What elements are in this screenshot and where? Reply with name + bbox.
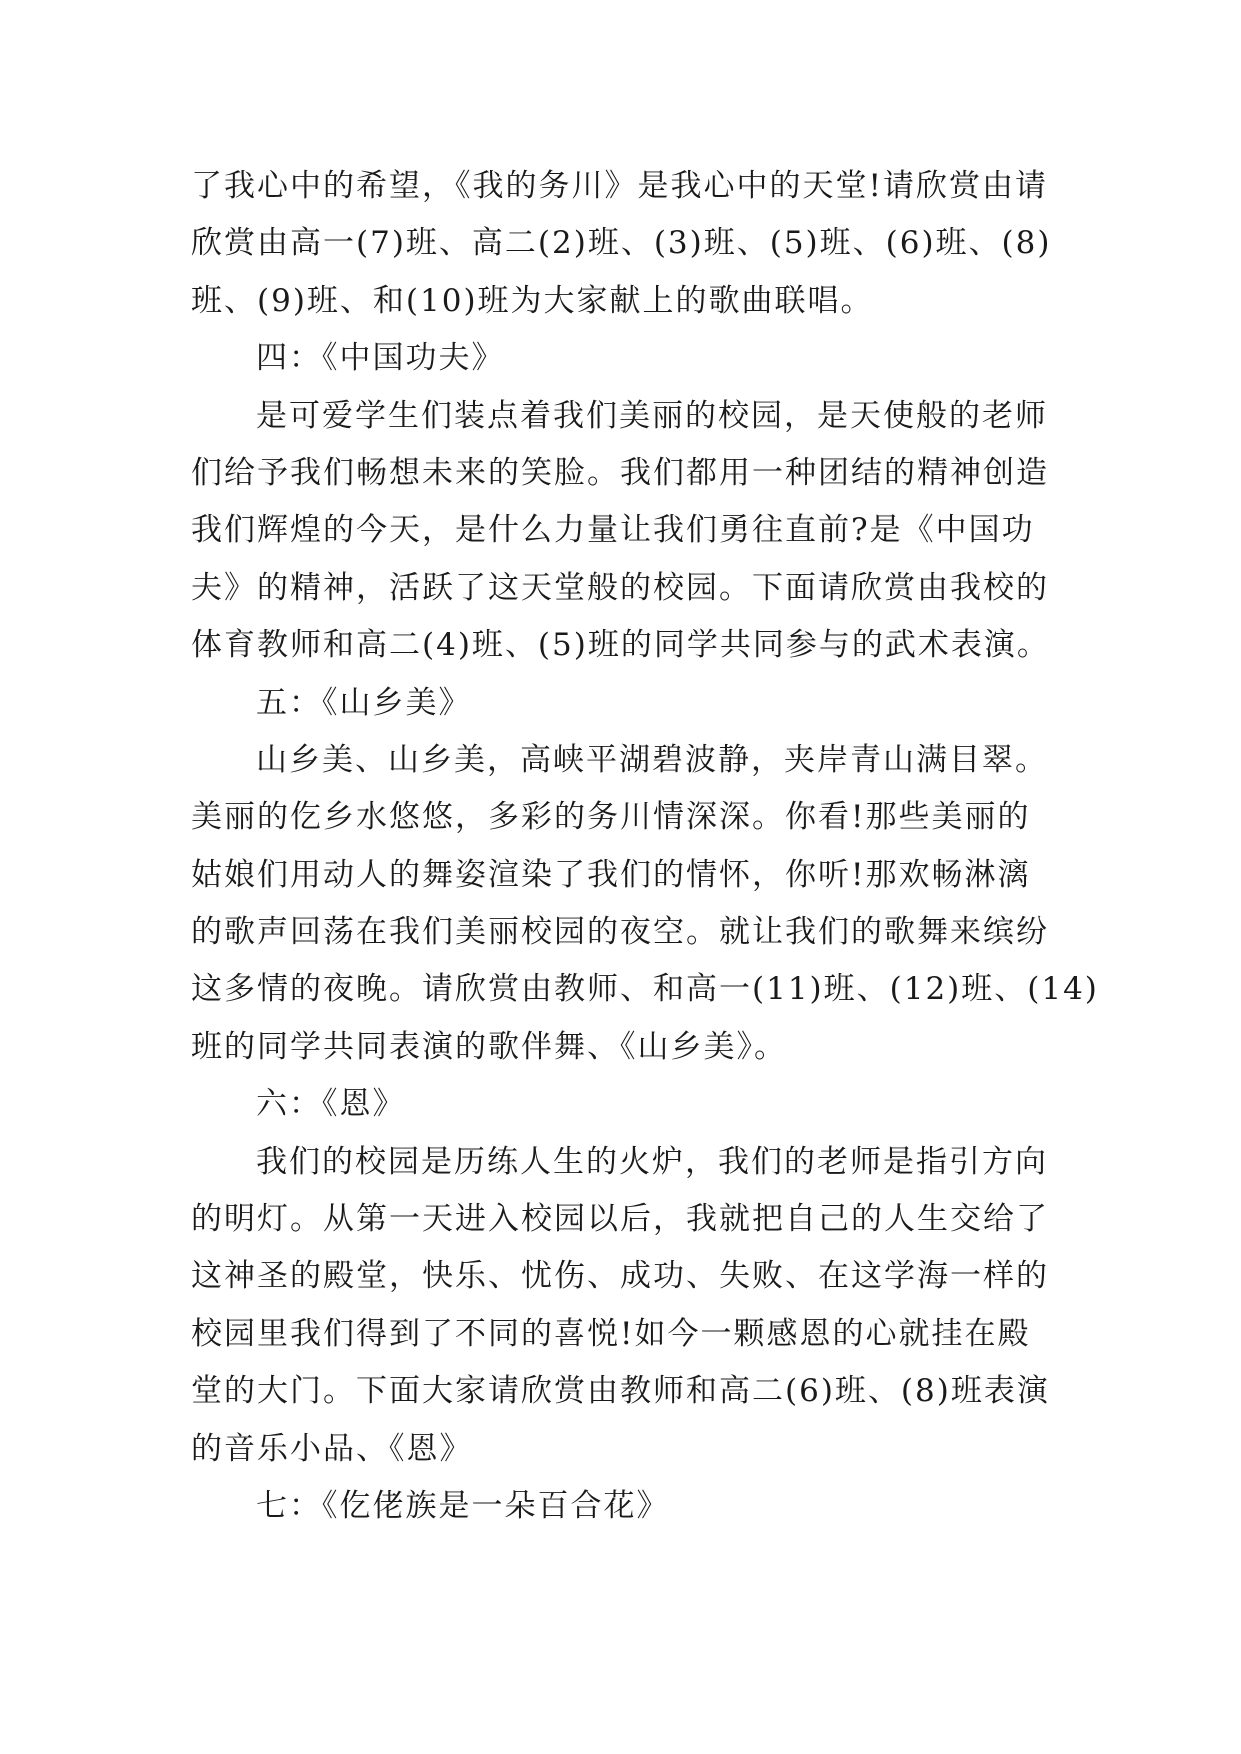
- text-line: 美丽的仡乡水悠悠，多彩的务川情深深。你看!那些美丽的: [191, 799, 1031, 836]
- section-heading-6: 六：《恩》: [256, 1086, 406, 1123]
- text-line: 体育教师和高二(4)班、(5)班的同学共同参与的武术表演。: [191, 627, 1050, 664]
- text-line: 的歌声回荡在我们美丽校园的夜空。就让我们的歌舞来缤纷: [191, 914, 1049, 951]
- text-line: 班的同学共同表演的歌伴舞、《山乡美》。: [191, 1028, 787, 1065]
- document-body: [191, 158, 1099, 1535]
- section-heading-4: 四：《中国功夫》: [256, 340, 505, 377]
- text-line: 的音乐小品、《恩》: [191, 1430, 473, 1467]
- text-line: 校园里我们得到了不同的喜悦!如今一颗感恩的心就挂在殿: [191, 1315, 1031, 1352]
- text-line: 堂的大门。下面大家请欣赏由教师和高二(6)班、(8)班表演: [191, 1373, 1050, 1410]
- text-line: 欣赏由高一(7)班、高二(2)班、(3)班、(5)班、(6)班、(8): [191, 225, 1052, 262]
- text-line: 这多情的夜晚。请欣赏由教师、和高一(11)班、(12)班、(14): [191, 971, 1099, 1008]
- text-line: 们给予我们畅想未来的笑脸。我们都用一种团结的精神创造: [191, 454, 1049, 491]
- text-line: 姑娘们用动人的舞姿渲染了我们的情怀，你听!那欢畅淋漓: [191, 856, 1031, 893]
- text-line: 我们辉煌的今天，是什么力量让我们勇往直前?是《中国功: [191, 512, 1035, 549]
- text-line: 夫》的精神，活跃了这天堂般的校园。下面请欣赏由我校的: [191, 569, 1049, 606]
- text-line: 山乡美、山乡美，高峡平湖碧波静，夹岸青山满目翠。: [256, 741, 1048, 778]
- text-line: 班、(9)班、和(10)班为大家献上的歌曲联唱。: [191, 282, 874, 319]
- text-line: 这神圣的殿堂，快乐、忧伤、成功、失败、在这学海一样的: [191, 1258, 1049, 1295]
- text-line: 是可爱学生们装点着我们美丽的校园，是天使般的老师: [256, 397, 1048, 434]
- text-line: 了我心中的希望，《我的务川》是我心中的天堂!请欣赏由请: [191, 168, 1048, 204]
- section-heading-5: 五：《山乡美》: [256, 684, 472, 721]
- section-heading-7: 七：《仡佬族是一朵百合花》: [256, 1487, 670, 1524]
- text-line: 的明灯。从第一天进入校园以后，我就把自己的人生交给了: [191, 1201, 1049, 1238]
- text-line: 我们的校园是历练人生的火炉，我们的老师是指引方向: [256, 1143, 1048, 1180]
